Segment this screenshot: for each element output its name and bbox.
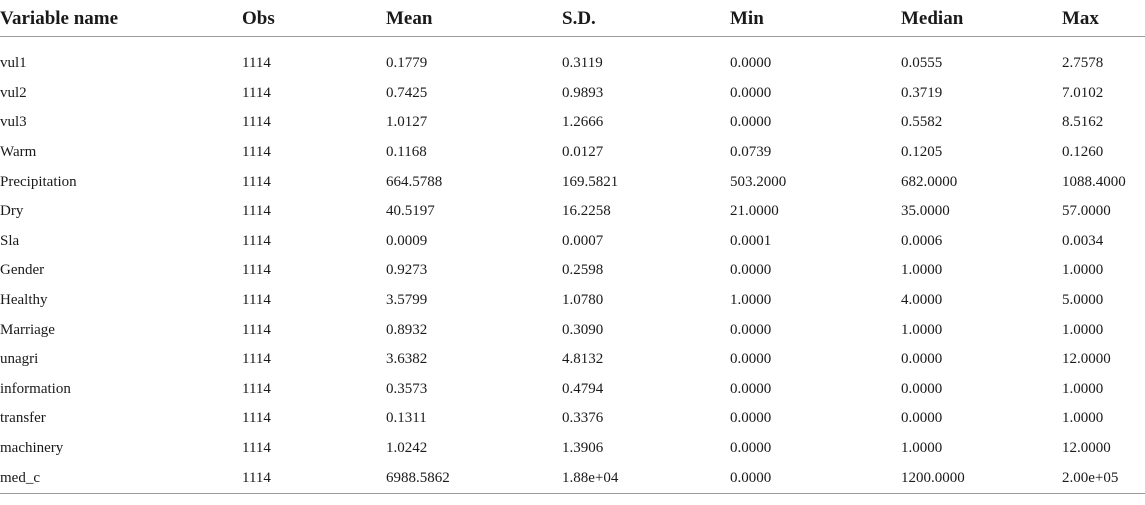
cell-max: 7.0102 <box>1062 84 1104 101</box>
cell-variable-name: unagri <box>0 351 39 368</box>
table-row <box>0 315 1145 345</box>
table-row <box>0 197 1145 227</box>
cell-sd: 1.2666 <box>562 114 604 131</box>
cell-mean: 0.1168 <box>386 144 427 161</box>
cell-sd: 4.8132 <box>562 351 604 368</box>
cell-sd: 0.3090 <box>562 321 604 338</box>
header-median: Median <box>901 0 1062 37</box>
cell-max: 12.0000 <box>1062 440 1111 457</box>
table-row <box>0 138 1145 168</box>
header-obs: Obs <box>242 0 386 37</box>
cell-variable-name: vul1 <box>0 55 27 72</box>
cell-obs: 1114 <box>242 114 271 131</box>
table-row <box>0 404 1145 434</box>
cell-median: 0.0555 <box>901 55 943 72</box>
cell-median: 682.0000 <box>901 173 958 190</box>
cell-min: 1.0000 <box>730 292 772 309</box>
cell-variable-name: transfer <box>0 410 46 427</box>
cell-min: 21.0000 <box>730 203 779 220</box>
cell-sd: 169.5821 <box>562 173 619 190</box>
cell-min: 0.0000 <box>730 55 772 72</box>
cell-median: 0.3719 <box>901 84 943 101</box>
cell-min: 0.0000 <box>730 380 772 397</box>
cell-min: 0.0000 <box>730 262 772 279</box>
cell-variable-name: Precipitation <box>0 173 77 190</box>
cell-obs: 1114 <box>242 463 386 493</box>
cell-median: 0.0006 <box>901 232 943 249</box>
cell-min: 0.0739 <box>730 144 772 161</box>
cell-sd: 1.3906 <box>562 440 604 457</box>
cell-obs: 1114 <box>242 380 271 397</box>
cell-mean: 0.8932 <box>386 321 428 338</box>
table-row <box>0 79 1145 109</box>
cell-max: 12.0000 <box>1062 351 1111 368</box>
cell-min: 0.0000 <box>730 440 772 457</box>
cell-max: 0.1260 <box>1062 144 1104 161</box>
cell-obs: 1114 <box>242 292 271 309</box>
table-row <box>0 167 1145 197</box>
table-row <box>0 375 1145 405</box>
cell-min: 0.0000 <box>730 351 772 368</box>
cell-median: 0.5582 <box>901 114 943 131</box>
cell-mean: 0.1779 <box>386 55 428 72</box>
cell-variable-name: Healthy <box>0 292 48 309</box>
table-row <box>0 286 1145 316</box>
cell-min: 0.0000 <box>730 463 901 493</box>
cell-median: 1.0000 <box>901 321 943 338</box>
cell-obs: 1114 <box>242 84 271 101</box>
cell-obs: 1114 <box>242 321 271 338</box>
cell-obs: 1114 <box>242 144 271 161</box>
cell-sd: 0.4794 <box>562 380 604 397</box>
cell-sd: 1.0780 <box>562 292 604 309</box>
cell-sd: 16.2258 <box>562 203 611 220</box>
cell-sd: 0.3376 <box>562 410 604 427</box>
cell-max: 2.00e+05 <box>1062 463 1145 493</box>
cell-mean: 1.0127 <box>386 114 428 131</box>
cell-median: 1.0000 <box>901 262 943 279</box>
cell-sd: 0.0007 <box>562 232 604 249</box>
cell-max: 8.5162 <box>1062 114 1104 131</box>
cell-max: 1.0000 <box>1062 262 1104 279</box>
cell-sd: 0.0127 <box>562 144 604 161</box>
cell-mean: 1.0242 <box>386 440 428 457</box>
header-sd: S.D. <box>562 0 730 37</box>
cell-mean: 0.0009 <box>386 232 428 249</box>
table-row <box>0 108 1145 138</box>
cell-mean: 0.7425 <box>386 84 428 101</box>
cell-sd: 1.88e+04 <box>562 463 730 493</box>
cell-obs: 1114 <box>242 232 271 249</box>
cell-median: 35.0000 <box>901 203 950 220</box>
cell-variable-name: Marriage <box>0 321 55 338</box>
cell-min: 0.0000 <box>730 114 772 131</box>
cell-mean: 0.1311 <box>386 410 427 427</box>
cell-median: 1.0000 <box>901 440 943 457</box>
cell-variable-name: machinery <box>0 440 64 457</box>
table-row <box>0 256 1145 286</box>
cell-min: 503.2000 <box>730 173 787 190</box>
cell-obs: 1114 <box>242 55 271 72</box>
cell-median: 0.0000 <box>901 410 943 427</box>
cell-max: 2.7578 <box>1062 55 1104 72</box>
cell-variable-name: Sla <box>0 232 20 249</box>
cell-max: 1.0000 <box>1062 380 1104 397</box>
cell-obs: 1114 <box>242 351 271 368</box>
table-row <box>0 49 1145 79</box>
cell-max: 5.0000 <box>1062 292 1104 309</box>
table-body <box>0 37 1145 494</box>
cell-min: 0.0000 <box>730 321 772 338</box>
cell-min: 0.0000 <box>730 84 772 101</box>
cell-median: 0.0000 <box>901 351 943 368</box>
cell-sd: 0.2598 <box>562 262 604 279</box>
header-min: Min <box>730 0 901 37</box>
cell-variable-name: vul3 <box>0 114 27 131</box>
cell-variable-name: Gender <box>0 262 45 279</box>
cell-mean: 6988.5862 <box>386 463 562 493</box>
header-variable-name: Variable name <box>0 0 242 37</box>
cell-mean: 3.6382 <box>386 351 428 368</box>
cell-variable-name: Warm <box>0 144 37 161</box>
cell-sd: 0.3119 <box>562 55 603 72</box>
cell-variable-name: vul2 <box>0 84 27 101</box>
table-header <box>0 0 1145 37</box>
cell-min: 0.0000 <box>730 410 772 427</box>
table-row <box>0 227 1145 257</box>
cell-mean: 0.9273 <box>386 262 428 279</box>
cell-median: 4.0000 <box>901 292 943 309</box>
header-mean: Mean <box>386 0 562 37</box>
cell-obs: 1114 <box>242 203 271 220</box>
table-row <box>0 434 1145 464</box>
cell-mean: 0.3573 <box>386 380 428 397</box>
cell-variable-name: Dry <box>0 203 24 220</box>
cell-obs: 1114 <box>242 173 271 190</box>
cell-median: 0.0000 <box>901 380 943 397</box>
cell-max: 1.0000 <box>1062 321 1104 338</box>
cell-variable-name: information <box>0 380 71 397</box>
cell-median: 0.1205 <box>901 144 943 161</box>
cell-obs: 1114 <box>242 440 271 457</box>
header-max: Max <box>1062 0 1145 37</box>
cell-mean: 664.5788 <box>386 173 443 190</box>
cell-variable-name: med_c <box>0 463 242 493</box>
cell-min: 0.0001 <box>730 232 772 249</box>
cell-sd: 0.9893 <box>562 84 604 101</box>
cell-obs: 1114 <box>242 262 271 279</box>
table-row <box>0 463 1145 493</box>
cell-obs: 1114 <box>242 410 271 427</box>
cell-max: 1088.4000 <box>1062 173 1126 190</box>
cell-mean: 40.5197 <box>386 203 435 220</box>
cell-max: 0.0034 <box>1062 232 1104 249</box>
cell-mean: 3.5799 <box>386 292 428 309</box>
header-row <box>0 0 1145 37</box>
cell-max: 57.0000 <box>1062 203 1111 220</box>
cell-max: 1.0000 <box>1062 410 1104 427</box>
cell-median: 1200.0000 <box>901 463 1062 493</box>
table-row <box>0 345 1145 375</box>
